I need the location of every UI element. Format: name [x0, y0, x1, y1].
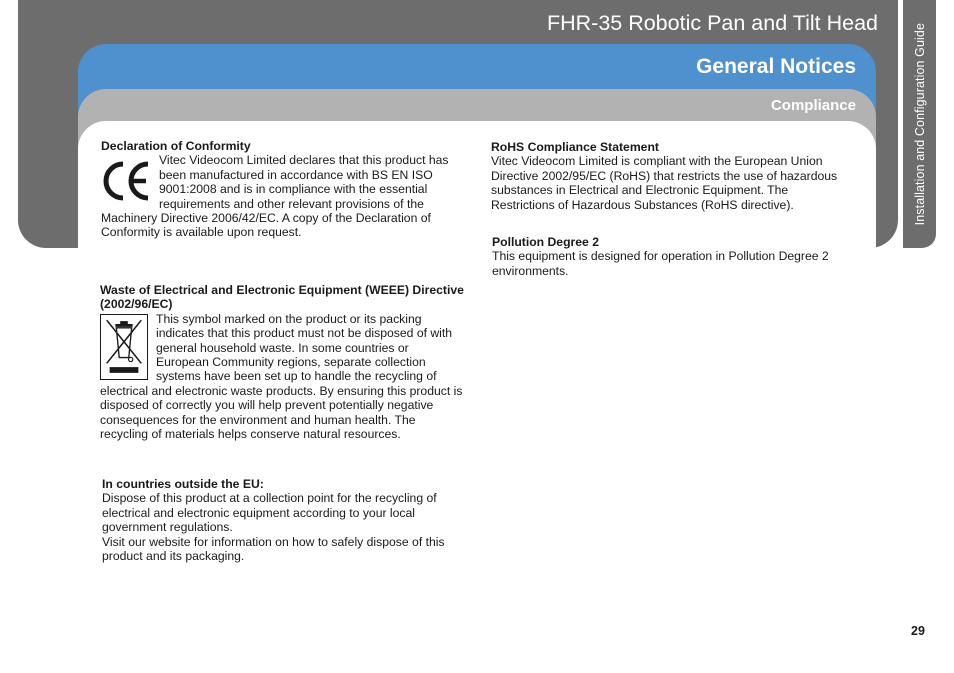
outside-eu-body-2: Visit our website for information on how to safely dispose of this product and its packaging.	[102, 534, 445, 564]
ce-mark-icon	[101, 159, 151, 203]
rohs-heading: RoHS Compliance Statement	[491, 140, 659, 154]
rohs-body: Vitec Videocom Limited is compliant with the European Union Directive 2002/95/EC (RoHS) that restricts the use of hazardous substances in Electrical and Electronic Equipment. The Restrictions of Hazardous Substances (RoHS directive).	[491, 154, 838, 212]
pollution-body: This equipment is designed for operation in Pollution Degree 2 environments.	[492, 249, 829, 278]
weee-heading: Waste of Electrical and Electronic Equipment (WEEE) Directive (2002/96/EC)	[100, 283, 464, 312]
pollution-block	[492, 235, 854, 278]
outside-eu-block	[102, 477, 464, 563]
document-title: FHR-35 Robotic Pan and Tilt Head	[546, 11, 878, 35]
pollution-heading: Pollution Degree 2	[492, 235, 599, 249]
page-number: 29	[911, 624, 925, 638]
side-tab-label: Installation and Configuration Guide	[912, 22, 927, 226]
outside-eu-body-1: Dispose of this product at a collection point for the recycling of electrical and electronic equipment according to your local government regulations.	[102, 491, 437, 535]
declaration-body: Vitec Videocom Limited declares that this product has been manufactured in accordance with BS EN ISO 9001:2008 and is in compliance with the essential requirements and other relevant provisions of the Machinery Directive 2006/42/EC. A copy of the Declaration of Conformity is available upon request.	[101, 153, 449, 240]
outside-eu-heading: In countries outside the EU:	[102, 477, 264, 491]
weee-body: This symbol marked on the product or its packing indicates that this product must not be disposed of with general household waste. In some countries or European Community regions, separate collection systems have been set up to handle the recycling of electrical and electronic waste products. By ensuring this product is disposed of correctly you will help prevent potentially negative consequences for the environment and human health. The recycling of materials helps conserve natural resources.	[100, 311, 463, 442]
weee-block	[100, 283, 464, 441]
rohs-block	[491, 140, 853, 212]
subsection-title: Compliance	[770, 97, 856, 114]
declaration-heading: Declaration of Conformity	[101, 139, 251, 153]
crossed-bin-icon	[100, 314, 148, 380]
declaration-block	[101, 139, 463, 240]
side-tab-text-wrap	[903, 0, 936, 248]
section-title: General Notices	[696, 55, 856, 78]
